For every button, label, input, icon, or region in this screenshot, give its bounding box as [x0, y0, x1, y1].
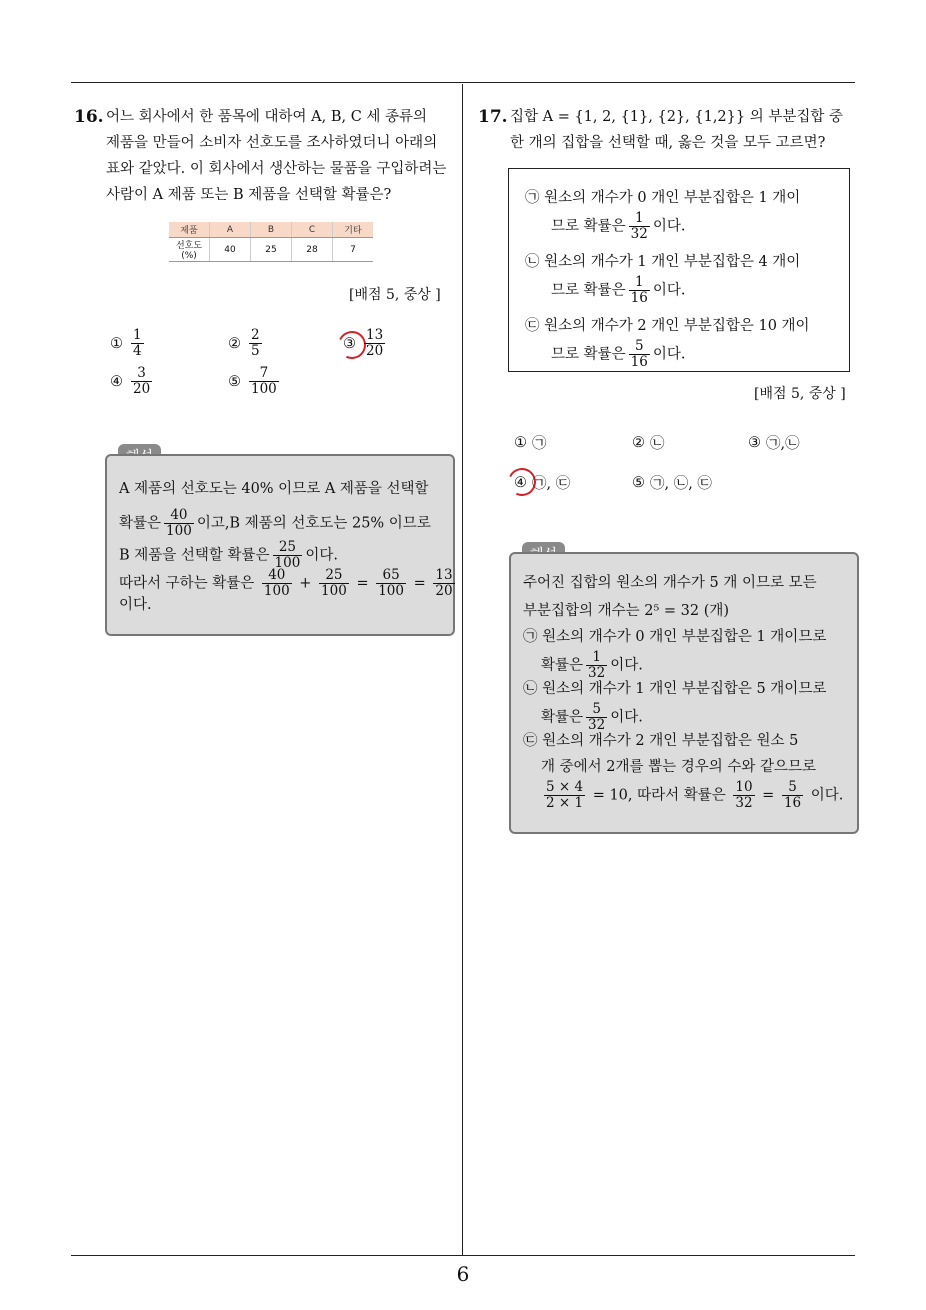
solution-line: $\frac{5 \times 4}{2 \times 1}$ = 10, 따라서 확률은 $\frac{10}{32}$ = $\frac{5}{16}$ 이다. [546, 779, 844, 811]
option-number: ① [514, 434, 527, 451]
top-rule [71, 82, 855, 83]
option-text: ㉡ [650, 436, 665, 452]
option-text: ㉠ [532, 436, 547, 452]
option-number: ④ [110, 373, 123, 390]
column-divider [462, 84, 463, 1256]
statement-item: ㉢ 원소의 개수가 2 개인 부분집합은 10 개이 므로 확률은 $\frac{5}{16}$ 이다. [525, 318, 810, 370]
question-17-line: 집합 A = {1, 2, {1}, {2}, {1,2}} 의 부분집합 중 [510, 109, 843, 125]
option-number: ② [632, 434, 645, 451]
solution-line: ㉢ 원소의 개수가 2 개인 부분집합은 원소 5 [523, 733, 799, 749]
question-16-score: [배점 5, 중상 ] [349, 287, 441, 303]
solution-line: 이다. [119, 597, 152, 613]
option-number: ① [110, 335, 123, 352]
statement-item: ㉠ 원소의 개수가 0 개인 부분집합은 1 개이 므로 확률은 $\frac{1}{32}$ 이다. [525, 190, 801, 242]
table-cell: 28 [292, 238, 333, 262]
page-number: 6 [456, 1262, 470, 1286]
question-16-line: 제품을 만들어 소비자 선호도를 조사하였더니 아래의 [106, 135, 438, 151]
solution-line: B 제품을 선택할 확률은 $\frac{25}{100}$ 이다. [119, 539, 338, 571]
solution-line: 확률은 $\frac{40}{100}$ 이고,B 제품의 선호도는 25% 이므로 [119, 507, 431, 539]
option-text: ㉠, ㉡, ㉢ [650, 476, 712, 492]
table-cell: 25 [251, 238, 292, 262]
option-fraction: $\frac{3}{20}$ [133, 365, 151, 397]
option-fraction: $\frac{2}{5}$ [251, 327, 260, 359]
option-number: ③ [748, 434, 761, 451]
preference-table [169, 222, 373, 262]
table-header-cell: C [292, 222, 333, 238]
solution-line: 개 중에서 2개를 뽑는 경우의 수와 같으므로 [541, 759, 816, 775]
q17-option-1[interactable] [514, 432, 547, 453]
statement-box [508, 168, 850, 372]
table-header-cell: A [210, 222, 251, 238]
statement-item: ㉡ 원소의 개수가 1 개인 부분집합은 4 개이 므로 확률은 $\frac{1}{16}$ 이다. [525, 254, 801, 306]
table-header-row [169, 222, 373, 238]
option-number: ② [228, 335, 241, 352]
option-text: ㉠,㉡ [766, 436, 800, 452]
solution-line: ㉠ 원소의 개수가 0 개인 부분집합은 1 개이므로 [523, 629, 827, 645]
question-16-text [106, 104, 456, 208]
solution-line: 확률은 $\frac{1}{32}$ 이다. [541, 649, 643, 681]
question-16-number: 16. [74, 107, 104, 127]
option-text: ㉠, ㉢ [532, 476, 571, 492]
question-17-text [510, 104, 860, 156]
q17-option-4[interactable] [514, 472, 570, 493]
solution-line: ㉡ 원소의 개수가 1 개인 부분집합은 5 개이므로 [523, 681, 827, 697]
question-17-line: 한 개의 집합을 선택할 때, 옳은 것을 모두 고르면? [510, 135, 826, 151]
option-number: ④ [514, 474, 527, 491]
q16-option-3[interactable] [343, 328, 388, 359]
question-16-line: 사람이 A 제품 또는 B 제품을 선택할 확률은? [106, 187, 392, 203]
q16-option-2[interactable] [228, 328, 265, 359]
table-cell: 7 [333, 238, 374, 262]
q16-option-5[interactable] [228, 366, 282, 397]
solution-line: 주어진 집합의 원소의 개수가 5 개 이므로 모든 [523, 575, 817, 591]
q16-option-4[interactable] [110, 366, 155, 397]
q16-option-1[interactable] [110, 328, 147, 359]
table-header-cell: 기타 [333, 222, 374, 238]
question-17-number: 17. [478, 107, 508, 127]
solution-line: 따라서 구하는 확률은 $\frac{40}{100}$ + $\frac{25}{100}$ = $\frac{65}{100}$ = $\frac{13}{20}$ [119, 567, 453, 599]
option-fraction: $\frac{13}{20}$ [366, 327, 384, 359]
option-fraction: $\frac{1}{4}$ [133, 327, 142, 359]
table-row [169, 238, 373, 262]
table-header-cell: 제품 [169, 222, 210, 238]
question-17-score: [배점 5, 중상 ] [754, 386, 846, 402]
bottom-rule [71, 1255, 855, 1256]
table-header-cell: B [251, 222, 292, 238]
q17-solution-box [509, 552, 859, 834]
q16-solution-box [105, 454, 455, 636]
option-number: ⑤ [228, 373, 241, 390]
option-fraction: $\frac{7}{100}$ [251, 365, 277, 397]
solution-line: 확률은 $\frac{5}{32}$ 이다. [541, 701, 643, 733]
option-number: ⑤ [632, 474, 645, 491]
table-cell: 선호도(%) [169, 238, 210, 262]
table-cell: 40 [210, 238, 251, 262]
q17-option-5[interactable] [632, 472, 712, 493]
solution-line: 부분집합의 개수는 2⁵ = 32 (개) [523, 603, 730, 619]
q17-option-2[interactable] [632, 432, 665, 453]
question-16-line: 어느 회사에서 한 품목에 대하여 A, B, C 세 종류의 [106, 109, 428, 125]
option-number: ③ [343, 335, 356, 352]
q17-option-3[interactable] [748, 432, 800, 453]
question-16-line: 표와 같았다. 이 회사에서 생산하는 물품을 구입하려는 [106, 161, 447, 177]
solution-line: A 제품의 선호도는 40% 이므로 A 제품을 선택할 [119, 481, 429, 497]
